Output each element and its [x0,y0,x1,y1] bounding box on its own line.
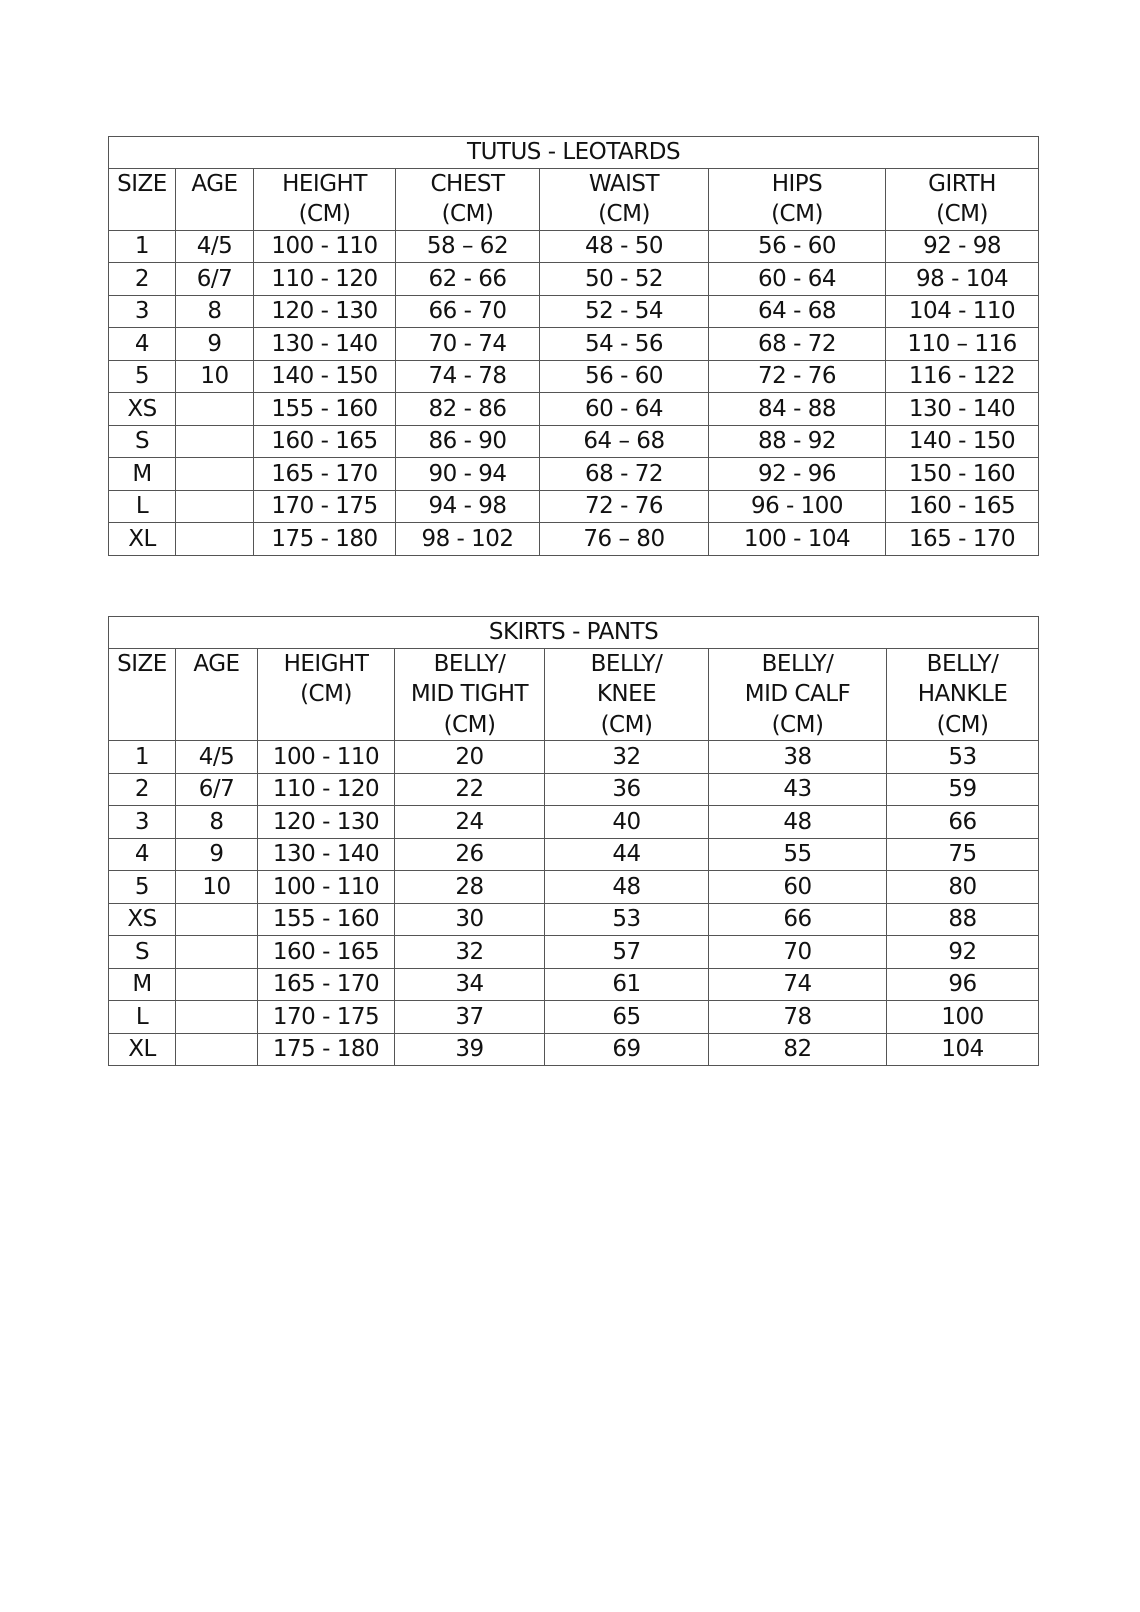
column-header-line: AGE [191,170,238,197]
table-cell: 98 - 104 [886,263,1039,296]
table-cell: 20 [395,741,545,774]
table-cell: 57 [545,936,709,969]
column-header [395,648,545,741]
table-cell: 74 - 78 [396,360,540,393]
table-cell: 98 - 102 [396,523,540,556]
table-cell: 32 [545,741,709,774]
column-header-line: SIZE [117,170,167,197]
table-cell: 30 [395,903,545,936]
table-cell: 70 [709,936,887,969]
column-header [540,168,709,230]
table-row [109,230,1039,263]
table-cell: 34 [395,968,545,1001]
column-header-line: (CM) [300,681,352,707]
table-row [109,360,1039,393]
table-row [109,1001,1039,1034]
column-header-line: HANKLE [917,681,1008,707]
column-header-line: MID TIGHT [410,681,529,707]
column-header [886,168,1039,230]
table-cell: 4 [109,328,176,361]
table-cell: 53 [545,903,709,936]
table-cell: 52 - 54 [540,295,709,328]
column-header-line: KNEE [596,681,657,707]
column-header-line: (CM) [600,711,653,738]
table-cell: 66 - 70 [396,295,540,328]
table-cell: 130 - 140 [254,328,396,361]
table-cell: 88 [887,903,1039,936]
table-cell: 55 [709,838,887,871]
table-cell: 140 - 150 [886,425,1039,458]
table-cell: XS [109,903,176,936]
column-header [545,648,709,741]
table-cell: 3 [109,806,176,839]
column-header-row [109,168,1039,230]
table-cell [176,1001,258,1034]
table-body [109,741,1039,1066]
table-cell: 28 [395,871,545,904]
table-cell: 165 - 170 [886,523,1039,556]
table-cell: 104 [887,1033,1039,1066]
table-cell: 165 - 170 [254,458,396,491]
table-cell: 110 – 116 [886,328,1039,361]
table-cell: 160 - 165 [886,490,1039,523]
table-cell: 1 [109,230,176,263]
table-cell [176,425,254,458]
table-cell: XL [109,1033,176,1066]
column-header [109,648,176,741]
table-cell: 65 [545,1001,709,1034]
table-cell: 59 [887,773,1039,806]
table-cell: 69 [545,1033,709,1066]
column-header-line: (CM) [936,201,988,227]
table-cell: S [109,936,176,969]
table-cell: 56 - 60 [709,230,886,263]
table-cell: S [109,425,176,458]
table-cell: 54 - 56 [540,328,709,361]
table-cell: 50 - 52 [540,263,709,296]
table-cell: 48 - 50 [540,230,709,263]
table-row [109,806,1039,839]
table-cell: 92 - 98 [886,230,1039,263]
column-header-line: BELLY/ [926,650,999,677]
table-cell: 74 [709,968,887,1001]
table-cell: 70 - 74 [396,328,540,361]
table-cell: M [109,968,176,1001]
table-cell: 82 - 86 [396,393,540,426]
table-row [109,328,1039,361]
table-cell: 116 - 122 [886,360,1039,393]
table-cell: 80 [887,871,1039,904]
table-cell: 24 [395,806,545,839]
table-cell: 175 - 180 [254,523,396,556]
table-cell: 160 - 165 [254,425,396,458]
table-cell: 86 - 90 [396,425,540,458]
table-cell: 22 [395,773,545,806]
column-header-line: AGE [193,650,240,677]
table-cell: 38 [709,741,887,774]
table-cell: 5 [109,360,176,393]
table-cell: 9 [176,328,254,361]
table-header [109,137,1039,231]
table-cell: 96 [887,968,1039,1001]
table-cell: 100 - 104 [709,523,886,556]
table-cell [176,393,254,426]
column-header [258,648,395,741]
table-row [109,773,1039,806]
table-title: SKIRTS - PANTS [109,617,1039,649]
table-row [109,458,1039,491]
column-header-line: (CM) [936,711,989,738]
table-cell: 5 [109,871,176,904]
table-cell: 60 - 64 [709,263,886,296]
table-row [109,936,1039,969]
column-header-line: CHEST [430,170,505,197]
table-cell: 130 - 140 [258,838,395,871]
table-cell: 62 - 66 [396,263,540,296]
table-cell: 78 [709,1001,887,1034]
table-cell: 8 [176,295,254,328]
table-title: TUTUS - LEOTARDS [109,137,1039,169]
table-cell: 26 [395,838,545,871]
table-cell [176,968,258,1001]
column-header [254,168,396,230]
table-cell: 96 - 100 [709,490,886,523]
column-header [709,648,887,741]
table-row [109,425,1039,458]
table-cell: 90 - 94 [396,458,540,491]
table-row [109,968,1039,1001]
column-header [887,648,1039,741]
table-cell: 110 - 120 [254,263,396,296]
table-body [109,230,1039,555]
table-row [109,523,1039,556]
table-cell: 66 [887,806,1039,839]
table-cell: 104 - 110 [886,295,1039,328]
table-cell: 8 [176,806,258,839]
table-cell: 72 - 76 [709,360,886,393]
table-cell: 6/7 [176,263,254,296]
table-cell: L [109,490,176,523]
table-cell: 37 [395,1001,545,1034]
table-cell: 170 - 175 [254,490,396,523]
table-cell: 155 - 160 [258,903,395,936]
table-cell [176,523,254,556]
table-cell [176,458,254,491]
column-header-line: MID CALF [744,681,851,707]
table-cell: 100 [887,1001,1039,1034]
table-cell: 36 [545,773,709,806]
table-cell: 120 - 130 [254,295,396,328]
table-cell: XS [109,393,176,426]
table-cell: 58 – 62 [396,230,540,263]
table-cell: 6/7 [176,773,258,806]
table-row [109,1033,1039,1066]
column-header-line: GIRTH [928,170,996,197]
table-row [109,903,1039,936]
column-header-line: HEIGHT (CM) [282,170,367,227]
table-cell: 60 [709,871,887,904]
table-cell: 130 - 140 [886,393,1039,426]
table-cell [176,903,258,936]
table-row [109,871,1039,904]
table-cell: 2 [109,773,176,806]
table-cell: 10 [176,360,254,393]
column-header-line: (CM) [443,711,496,738]
table-cell: 1 [109,741,176,774]
table-cell: 100 - 110 [254,230,396,263]
tutus-leotards-table [108,136,1039,556]
table-cell [176,936,258,969]
table-cell: 84 - 88 [709,393,886,426]
table-cell: 10 [176,871,258,904]
column-header-line: HEIGHT [283,650,369,677]
table-cell: 4/5 [176,741,258,774]
table-cell: 64 - 68 [709,295,886,328]
table-cell: 39 [395,1033,545,1066]
table-cell: XL [109,523,176,556]
table-cell: 88 - 92 [709,425,886,458]
table-cell: 4/5 [176,230,254,263]
table-cell: 3 [109,295,176,328]
table-cell: 92 [887,936,1039,969]
table-row [109,490,1039,523]
table-cell: 160 - 165 [258,936,395,969]
table-cell: 82 [709,1033,887,1066]
table-cell: 100 - 110 [258,741,395,774]
table-row [109,295,1039,328]
table-cell: 43 [709,773,887,806]
table-cell: 150 - 160 [886,458,1039,491]
table-cell: 32 [395,936,545,969]
column-header-line: HIPS [771,170,823,197]
table-cell: 110 - 120 [258,773,395,806]
table-cell: 72 - 76 [540,490,709,523]
column-header [176,168,254,230]
table-cell: 48 [545,871,709,904]
table-cell: 2 [109,263,176,296]
column-header [109,168,176,230]
column-header-line: (CM) [771,711,824,738]
table-cell: 48 [709,806,887,839]
skirts-pants-table [108,616,1039,1066]
table-cell: 68 - 72 [540,458,709,491]
table-cell: 92 - 96 [709,458,886,491]
table-cell: 66 [709,903,887,936]
column-header-row [109,648,1039,741]
table-cell: 140 - 150 [254,360,396,393]
table-row [109,838,1039,871]
column-header [709,168,886,230]
table-row [109,263,1039,296]
table-cell [176,490,254,523]
table-cell: 40 [545,806,709,839]
table-cell: 165 - 170 [258,968,395,1001]
table-cell: 4 [109,838,176,871]
table-row [109,393,1039,426]
table-cell: 56 - 60 [540,360,709,393]
table-cell: 100 - 110 [258,871,395,904]
table-cell [176,1033,258,1066]
table-cell: 61 [545,968,709,1001]
table-header [109,617,1039,741]
column-header-line: BELLY/ [761,650,834,677]
table-cell: M [109,458,176,491]
table-cell: 64 – 68 [540,425,709,458]
table-cell: 9 [176,838,258,871]
table-cell: 44 [545,838,709,871]
table-cell: 94 - 98 [396,490,540,523]
table-cell: 120 - 130 [258,806,395,839]
column-header-line: (CM) [771,201,823,227]
table-cell: 68 - 72 [709,328,886,361]
table-title-row [109,137,1039,169]
column-header-line: (CM) [598,201,650,227]
column-header-line: (CM) [441,201,494,227]
table-row [109,741,1039,774]
column-header [396,168,540,230]
table-cell: 155 - 160 [254,393,396,426]
column-header-line: WAIST [588,170,660,197]
column-header-line: BELLY/ [433,650,506,677]
table-cell: 75 [887,838,1039,871]
table-cell: 175 - 180 [258,1033,395,1066]
column-header-line: BELLY/ [590,650,663,677]
column-header [176,648,258,741]
table-cell: 76 – 80 [540,523,709,556]
column-header-line: SIZE [117,650,167,677]
table-cell: 53 [887,741,1039,774]
table-cell: 60 - 64 [540,393,709,426]
table-cell: 170 - 175 [258,1001,395,1034]
table-cell: L [109,1001,176,1034]
table-title-row [109,617,1039,649]
